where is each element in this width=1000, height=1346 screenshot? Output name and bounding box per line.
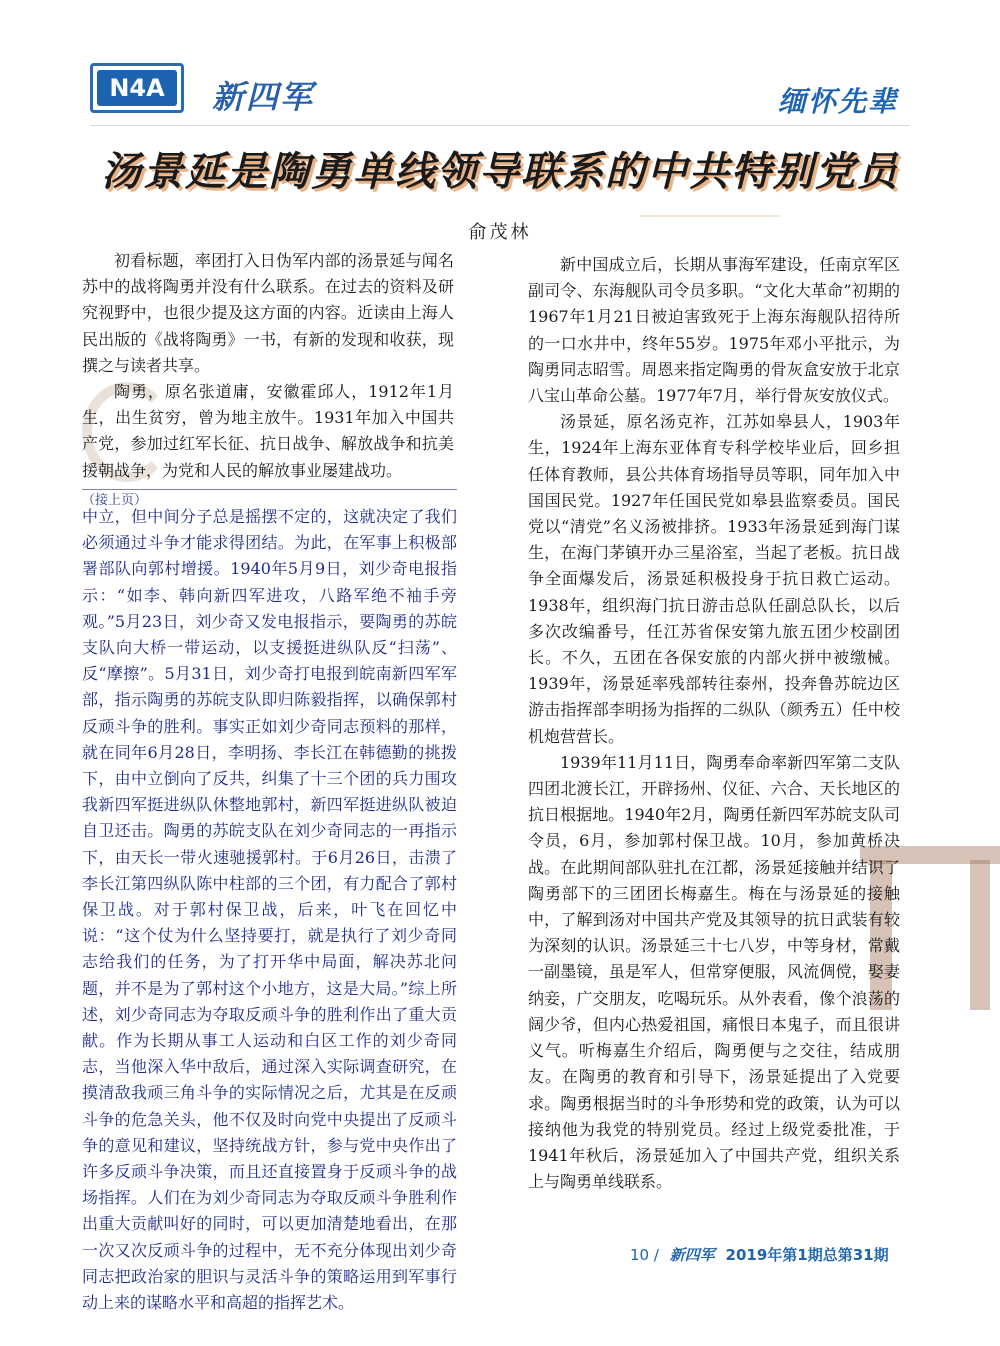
- continued-label: （接上页）: [82, 493, 148, 508]
- left-column-intro: [82, 248, 454, 484]
- header-divider: [90, 125, 910, 126]
- issue-info: 2019年第1期总第31期: [725, 1246, 889, 1264]
- article-author: 俞茂林: [468, 222, 532, 243]
- paragraph: 1939年11月11日，陶勇奉命率新四军第二支队四团北渡长江，开辟扬州、仪征、六合、天长地区的抗日根据地。1940年2月，陶勇任新四军苏皖支队司令员，6月，参加郭村保卫战。10月，参加黄桥决战。在此期间部队驻扎在江都，汤景延接触并结识了陶勇部下的三团团长梅嘉生。梅在与汤景延的接触中，了解到汤对中国共产党及其领导的抗日武装有较为深刻的认识。汤景延三十七八岁，中等身材，常戴一副墨镜，虽是军人，但常穿便服，风流倜傥，娶妻纳妾，广交朋友，吃喝玩乐。从外表看，像个浪荡的阔少爷，但内心热爱祖国，痛恨日本鬼子，而且很讲义气。听梅嘉生介绍后，陶勇便与之交往，结成朋友。在陶勇的教育和引导下，汤景延提出了入党要求。陶勇根据当时的斗争形势和党的政策，认为可以接纳他为我党的特别党员。经过上级党委批准，于1941年秋后，汤景延加入了中国共产党，组织关系上与陶勇单线联系。: [528, 752, 900, 1192]
- logo-text: N4A: [109, 74, 165, 102]
- left-column-continued: [82, 504, 457, 1316]
- paragraph: 初看标题，率团打入日伪军内部的汤景延与闻名苏中的战将陶勇并没有什么联系。在过去的资料及研究视野中，也很少提及这方面的内容。近读由上海人民出版的《战将陶勇》一书，有新的发现和收获，现撰之与读者共享。: [82, 251, 454, 375]
- footer-magazine-name: 新四军: [669, 1246, 715, 1264]
- article-title: 汤景延是陶勇单线领导联系的中共特别党员: [101, 148, 899, 195]
- section-name: 缅怀先辈: [777, 85, 898, 118]
- right-column: [528, 252, 900, 1195]
- paragraph: 汤景延，原名汤克祚，江苏如皋县人，1903年生，1924年上海东亚体育专科学校毕业后，回乡担任体育教师，县公共体育场指导员等职，同年加入中国国民党。1927年任国民党如皋县监察委员。国民党以“清党”名义汤被排挤。1933年汤景延到海门谋生，在海门茅镇开办三星浴室，当起了老板。抗日战争全面爆发后，汤景延积极投身于抗日救亡运动。1938年，组织海门抗日游击总队任副总队长，以后多次改编番号，任江苏省保安第九旅五团少校副团长。不久，五团在各保安旅的内部火拼中被缴械。1939年，汤景延率残部转往泰州，投奔鲁苏皖边区游击指挥部李明扬为指挥的二纵队（颜秀五）任中校机炮营营长。: [528, 412, 900, 746]
- magazine-name: 新四军: [212, 78, 315, 116]
- decorative-gate-pillar: [970, 860, 990, 1010]
- paragraph: 陶勇，原名张道庸，安徽霍邱人，1912年1月生，出生贫穷，曾为地主放牛。1931年加入中国共产党，参加过红军长征、抗日战争、解放战争和抗美援朝战争，为党和人民的解放事业屡建战功。: [82, 382, 454, 480]
- continued-paragraph: 中立，但中间分子总是摇摆不定的，这就决定了我们必须通过斗争才能求得团结。为此，在军事上积极部署部队向郭村增援。1940年5月9日，刘少奇电报指示：“如李、韩向新四军进攻，八路军绝不袖手旁观。”5月23日，刘少奇又发电报指示，要陶勇的苏皖支队向大桥一带运动，以支援挺进纵队反“扫荡”、反“摩擦”。5月31日，刘少奇打电报到皖南新四军军部，指示陶勇的苏皖支队即归陈毅指挥，以确保郭村反顽斗争的胜利。事实正如刘少奇同志预料的那样，就在同年6月28日，李明扬、李长江在韩德勤的挑拨下，由中立倒向了反共，纠集了十三个团的兵力围攻我新四军挺进纵队休整地郭村，新四军挺进纵队被迫自卫还击。陶勇的苏皖支队在刘少奇同志的一再指示下，由天长一带火速驰援郭村。于6月26日，击溃了李长江第四纵队陈中柱部的三个团，有力配合了郭村保卫战。对于郭村保卫战，后来，叶飞在回忆中说：“这个仗为什么坚持要打，就是执行了刘少奇同志给我们的任务，为了打开华中局面，解决苏北问题，并不是为了郭村这个小地方，这是大局。”综上所述，刘少奇同志为夺取反顽斗争的胜利作出了重大贡献。作为长期从事工人运动和白区工作的刘少奇同志，当他深入华中敌后，通过深入实际调查研究，在摸清敌我顽三角斗争的实际情况之后，尤其是在反顽斗争的危急关头，他不仅及时向党中央提出了反顽斗争的意见和建议，坚持统战方针，参与党中央作出了许多反顽斗争决策，而且还直接置身于反顽斗争的战场指挥。人们在为刘少奇同志为夺取反顽斗争胜利作出重大贡献叫好的同时，可以更加清楚地看出，在那一次又次反顽斗争的过程中，无不充分体现出刘少奇同志把政治家的胆识与灵活斗争的策略运用到军事行动上来的谋略水平和高超的指挥艺术。: [82, 507, 457, 1313]
- page-number: 10: [630, 1246, 650, 1264]
- page-footer: [630, 1244, 889, 1265]
- author-divider: [640, 215, 780, 217]
- paragraph: 新中国成立后，长期从事海军建设，任南京军区副司令、东海舰队司令员多职。“文化大革命”初期的1967年1月21日被迫害致死于上海东海舰队招待所的一口水井中，终年55岁。1975年邓小平批示，为陶勇同志昭雪。周恩来指定陶勇的骨灰盒安放于北京八宝山革命公墓。1977年7月，举行骨灰安放仪式。: [528, 255, 900, 406]
- page-header: [0, 0, 1000, 140]
- n4a-logo: [90, 63, 184, 113]
- footer-separator: /: [653, 1246, 659, 1264]
